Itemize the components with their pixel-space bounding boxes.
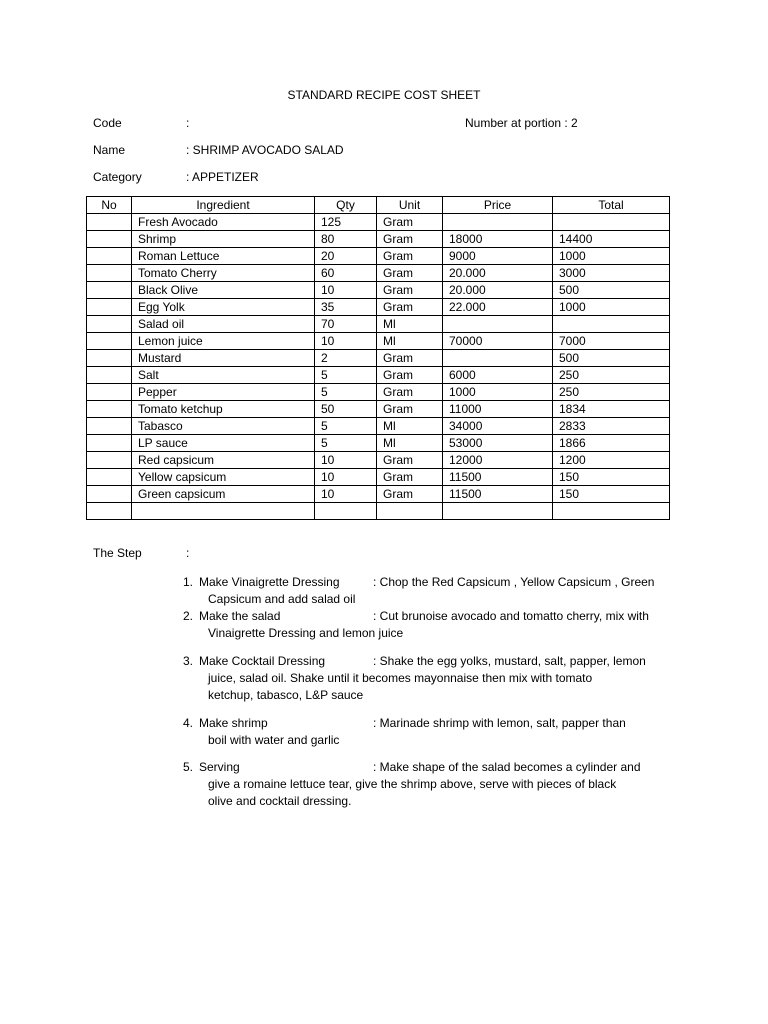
- step-description: : Cut brunoise avocado and tomatto cherry, mix with: [373, 609, 649, 623]
- table-row: [87, 367, 670, 384]
- cell-ingredient: Pepper: [132, 384, 315, 401]
- name-label: Name: [93, 143, 126, 157]
- cell-no: [87, 384, 132, 401]
- table-row: [87, 452, 670, 469]
- cell-total: [553, 316, 670, 333]
- cell-unit: Gram: [377, 469, 443, 486]
- cell-ingredient: [132, 503, 315, 520]
- cell-unit: Gram: [377, 282, 443, 299]
- cell-price: 11500: [443, 486, 553, 503]
- cell-no: [87, 333, 132, 350]
- cell-price: 9000: [443, 248, 553, 265]
- step-title: Make Cocktail Dressing: [199, 654, 326, 668]
- cell-qty: 2: [315, 350, 377, 367]
- step-description: : Chop the Red Capsicum , Yellow Capsicum , Green: [373, 575, 655, 589]
- cell-total: 2833: [553, 418, 670, 435]
- cell-price: 12000: [443, 452, 553, 469]
- cell-total: [553, 503, 670, 520]
- header-unit: Unit: [377, 197, 443, 214]
- cell-ingredient: Fresh Avocado: [132, 214, 315, 231]
- table-row: [87, 486, 670, 503]
- cell-qty: 5: [315, 384, 377, 401]
- cell-qty: 20: [315, 248, 377, 265]
- cell-ingredient: Black Olive: [132, 282, 315, 299]
- cell-price: [443, 350, 553, 367]
- header-no: No: [87, 197, 132, 214]
- step-description: : Shake the egg yolks, mustard, salt, papper, lemon: [373, 654, 646, 668]
- cell-price: [443, 214, 553, 231]
- cell-no: [87, 350, 132, 367]
- cell-price: 53000: [443, 435, 553, 452]
- cell-unit: Ml: [377, 316, 443, 333]
- cell-price: 6000: [443, 367, 553, 384]
- cell-unit: Gram: [377, 248, 443, 265]
- cell-unit: Gram: [377, 214, 443, 231]
- cell-qty: 35: [315, 299, 377, 316]
- step-description-continued: ketchup, tabasco, L&P sauce: [208, 688, 364, 702]
- table-row: [87, 469, 670, 486]
- table-row: [87, 418, 670, 435]
- step-description-continued: give a romaine lettuce tear, give the shrimp above, serve with pieces of black: [208, 777, 617, 791]
- cell-no: [87, 469, 132, 486]
- cell-unit: Gram: [377, 384, 443, 401]
- cell-qty: 10: [315, 486, 377, 503]
- code-value: :: [186, 116, 190, 130]
- cell-price: 70000: [443, 333, 553, 350]
- table-row: [87, 435, 670, 452]
- cell-unit: Gram: [377, 350, 443, 367]
- step-description-continued: olive and cocktail dressing.: [208, 794, 352, 808]
- cell-unit: Ml: [377, 418, 443, 435]
- cell-ingredient: Tomato Cherry: [132, 265, 315, 282]
- step-description-continued: Vinaigrette Dressing and lemon juice: [208, 626, 404, 640]
- cell-price: 20.000: [443, 265, 553, 282]
- step-description-continued: Capsicum and add salad oil: [208, 592, 356, 606]
- cell-total: 150: [553, 486, 670, 503]
- cell-price: [443, 503, 553, 520]
- cell-price: 11500: [443, 469, 553, 486]
- table-row: [87, 248, 670, 265]
- cell-qty: 10: [315, 452, 377, 469]
- cell-total: 250: [553, 367, 670, 384]
- category-value: : APPETIZER: [186, 170, 259, 184]
- cell-no: [87, 299, 132, 316]
- cell-no: [87, 265, 132, 282]
- table-row: [87, 350, 670, 367]
- table-row: [87, 316, 670, 333]
- step-description-continued: boil with water and garlic: [208, 733, 340, 747]
- table-row: [87, 265, 670, 282]
- step-number: 2.: [183, 609, 194, 623]
- cell-no: [87, 435, 132, 452]
- cell-total: 3000: [553, 265, 670, 282]
- cell-total: 500: [553, 350, 670, 367]
- cell-ingredient: Lemon juice: [132, 333, 315, 350]
- step-description: : Marinade shrimp with lemon, salt, papper than: [373, 716, 626, 730]
- table-header-row: [87, 197, 670, 214]
- cell-ingredient: Red capsicum: [132, 452, 315, 469]
- cell-no: [87, 503, 132, 520]
- cell-no: [87, 248, 132, 265]
- cell-total: 7000: [553, 333, 670, 350]
- cell-qty: 10: [315, 333, 377, 350]
- document-title: STANDARD RECIPE COST SHEET: [287, 88, 481, 102]
- cell-ingredient: Salad oil: [132, 316, 315, 333]
- cell-unit: Ml: [377, 333, 443, 350]
- code-label: Code: [93, 116, 122, 130]
- header-ingredient: Ingredient: [132, 197, 315, 214]
- step-number: 4.: [183, 716, 194, 730]
- cell-total: [553, 214, 670, 231]
- table-row: [87, 503, 670, 520]
- step-title: Serving: [199, 760, 240, 774]
- recipe-cost-table: [86, 196, 670, 520]
- cell-qty: 50: [315, 401, 377, 418]
- cell-no: [87, 214, 132, 231]
- cell-unit: [377, 503, 443, 520]
- cell-ingredient: Yellow capsicum: [132, 469, 315, 486]
- cell-price: [443, 316, 553, 333]
- table-body: [87, 214, 670, 520]
- cell-ingredient: Tomato ketchup: [132, 401, 315, 418]
- cell-price: 1000: [443, 384, 553, 401]
- cell-no: [87, 452, 132, 469]
- cell-no: [87, 367, 132, 384]
- cell-qty: 80: [315, 231, 377, 248]
- cell-total: 1866: [553, 435, 670, 452]
- cell-unit: Gram: [377, 452, 443, 469]
- cell-unit: Gram: [377, 367, 443, 384]
- header-qty: Qty: [315, 197, 377, 214]
- step-title: Make the salad: [199, 609, 281, 623]
- cell-qty: 5: [315, 418, 377, 435]
- cell-qty: 5: [315, 367, 377, 384]
- cell-total: 1000: [553, 248, 670, 265]
- cell-total: 1200: [553, 452, 670, 469]
- cell-qty: 125: [315, 214, 377, 231]
- cell-ingredient: Green capsicum: [132, 486, 315, 503]
- cell-unit: Gram: [377, 299, 443, 316]
- cell-price: 20.000: [443, 282, 553, 299]
- cell-price: 11000: [443, 401, 553, 418]
- step-number: 1.: [183, 575, 194, 589]
- table-row: [87, 384, 670, 401]
- cell-no: [87, 231, 132, 248]
- step-number: 3.: [183, 654, 194, 668]
- cell-ingredient: Shrimp: [132, 231, 315, 248]
- step-title: Make Vinaigrette Dressing: [199, 575, 340, 589]
- header-price: Price: [443, 197, 553, 214]
- cell-no: [87, 316, 132, 333]
- cell-no: [87, 486, 132, 503]
- cell-total: 150: [553, 469, 670, 486]
- cell-no: [87, 282, 132, 299]
- cell-qty: 60: [315, 265, 377, 282]
- cell-unit: Ml: [377, 435, 443, 452]
- portion-count: Number at portion : 2: [465, 116, 578, 130]
- cell-total: 500: [553, 282, 670, 299]
- table-row: [87, 299, 670, 316]
- cell-price: 22.000: [443, 299, 553, 316]
- step-number: 5.: [183, 760, 194, 774]
- cell-ingredient: LP sauce: [132, 435, 315, 452]
- cell-qty: 5: [315, 435, 377, 452]
- table-row: [87, 282, 670, 299]
- header-total: Total: [553, 197, 670, 214]
- steps-colon: :: [186, 546, 190, 560]
- cell-qty: 10: [315, 282, 377, 299]
- cell-qty: 10: [315, 469, 377, 486]
- cell-no: [87, 401, 132, 418]
- table-row: [87, 214, 670, 231]
- cell-no: [87, 418, 132, 435]
- steps-label: The Step: [93, 546, 142, 560]
- cell-ingredient: Mustard: [132, 350, 315, 367]
- cell-unit: Gram: [377, 265, 443, 282]
- table-row: [87, 333, 670, 350]
- cell-total: 1834: [553, 401, 670, 418]
- category-label: Category: [93, 170, 142, 184]
- cell-price: 34000: [443, 418, 553, 435]
- cell-unit: Gram: [377, 486, 443, 503]
- cell-ingredient: Egg Yolk: [132, 299, 315, 316]
- step-description-continued: juice, salad oil. Shake until it becomes mayonnaise then mix with tomato: [208, 671, 593, 685]
- cell-total: 14400: [553, 231, 670, 248]
- cell-ingredient: Tabasco: [132, 418, 315, 435]
- cell-unit: Gram: [377, 401, 443, 418]
- step-description: : Make shape of the salad becomes a cylinder and: [373, 760, 641, 774]
- cell-ingredient: Salt: [132, 367, 315, 384]
- name-value: : SHRIMP AVOCADO SALAD: [186, 143, 344, 157]
- cell-qty: 70: [315, 316, 377, 333]
- table-row: [87, 401, 670, 418]
- table-row: [87, 231, 670, 248]
- cell-price: 18000: [443, 231, 553, 248]
- step-title: Make shrimp: [199, 716, 268, 730]
- cell-qty: [315, 503, 377, 520]
- cell-total: 250: [553, 384, 670, 401]
- cell-total: 1000: [553, 299, 670, 316]
- cell-ingredient: Roman Lettuce: [132, 248, 315, 265]
- cell-unit: Gram: [377, 231, 443, 248]
